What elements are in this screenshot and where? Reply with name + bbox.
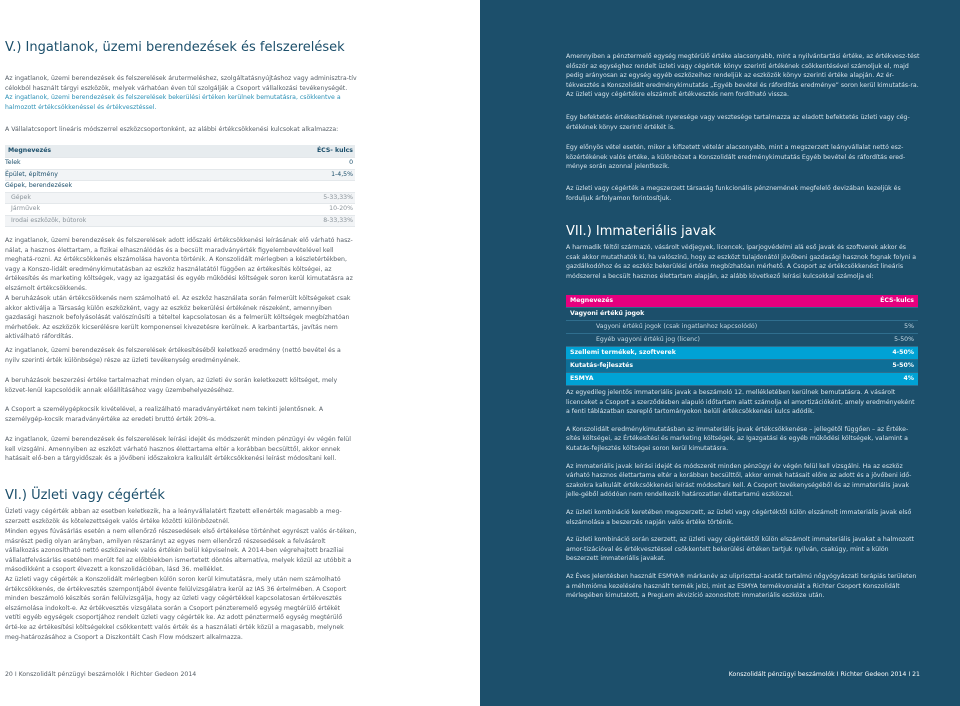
paragraph: Az ingatlanok, üzemi berendezések és felszerelések bekerülési értéken kerülnek bemutatásra, csökkentve a halmozott értékcsökkenéssel és értékvesztéssel. (5, 94, 341, 111)
row-value: 4-50% (892, 349, 914, 356)
section-heading: VII.) Immateriális javak (566, 224, 716, 239)
depreciation-table (5, 145, 355, 227)
row-label: Járművek (11, 205, 41, 212)
paragraph: Az egyedileg jelentős immateriális javak a beszámoló 12. mellékletében kerülnek bemutatásra. A vásárolt licenceket a Csoport a szerződésben alapuló időtartam alatt számolja el amortizációként, amely eredményeként a fenti táblázatban szereplő tartományokon belüli értékcsökkenési kulcs adódik. (566, 389, 915, 416)
row-value: 10-20% (329, 205, 353, 212)
paragraph: Amennyiben a pénztermelő egység megtérülő értéke alacsonyabb, mint a nyilvántartási értéke, az értékvesz-tést először az egységhez rendelt üzleti vagy cégérték könyv szerinti értékének csökkentésével számoljuk el, majd pedig arányosan az egység egyéb eszközeihez rendeljük az eszközök könyv szerinti értéke alapján. Az ér-tékvesztés a Konszolidált eredménykimutatás „Egyéb bevétel és ráfordítás eredménye” soron kerül kimutatás-ra. Az üzleti vagy cégértékre elszámolt értékvesztés nem fordítható vissza. (566, 53, 920, 99)
paragraph: Az Éves Jelentésben használt ESMYA® márkanév az ulipriszttal-acetát tartalmú nőgyógyászati terápiás területen a méhmióma kezelésére használt termék jelzi, mint az ESMYA termékvonalát a Richter Csoport Konszolidált mérlegében kimutatott, a PregLem akvizíció azonosított immateriális eszköze után. (566, 572, 917, 600)
row-label: Vagyoni értékű jogok (csak ingatlanhoz kapcsolódó) (596, 323, 758, 330)
paragraph: Az ingatlanok, üzemi berendezések és felszerelések értékesítéséből keletkező eredmény (nettó bevétel és a nyilv szerinti érték különbsége) része az üzleti tevékenység eredményének. (5, 347, 341, 364)
row-label: Telek (5, 159, 21, 166)
row-value: 4% (903, 375, 914, 382)
row-label: Épület, építmény (5, 170, 58, 178)
right-text-lower (566, 388, 920, 601)
paragraph: A Vállalatcsoport lineáris módszerrel eszközcsoportonként, az alábbi értékcsökkenési kulcsokat alkalmazza: (5, 126, 339, 133)
paragraph: Egy befektetés értékesítésének nyeresége vagy vesztesége tartalmazza az eladott befektetés üzleti vagy cég-értékének könyv szerinti értékét is. (566, 114, 910, 131)
paragraph: Az üzleti vagy cégérték a Konszolidált mérlegben külön soron kerül kimutatásra, mely után nem számolható értékcsökkenés, de értékvesztés szempontjából évente felülvizsgálatra kerül az IAS 36 értelmében. A Csoport minden beszámoló készítés során felülvizsgálja, hogy az üzleti vagy cégértékkel kapcsolatosan értékvesztés elszámolása indokolt-e. Az értékvesztés vizsgálata során a Csoport pénzteremelő egység megtérülő értékét vetíti egyéb egységek csoportjához rendelt üzleti vagy cégérték ke. Az adott pénztermelő egység megtérülő érté-ke az értékesítési költségekkel csökkentett valós érték és a használati érték közül a magasabb, melynek meg-határozásához a Csoport a Diszkontált Cash Flow módszert alkalmazza. (5, 576, 347, 641)
table-row (566, 308, 918, 321)
paragraph: Az ingatlanok, üzemi berendezések és felszerelések adott időszaki értékcsökkenési leírásának elő várható hasz-nálat, a hasznos élettartam, a fizikai elhasználódás és a becsült maradványérték figyelembevételével kell meghatá-rozni. Az értékcsökkenés elszámolása havonta történik. A Konszolidált mérlegben a készletértékben, vagy a Konszo-lidált eredménykimutatásban az eszköz használatától függően az értékesítés költségei, az értékesítés és marketing költségek, vagy az igazgatási és egyéb működési költségek soron kerül kimutatásra az elszámolt értékcsökkenés. (5, 237, 353, 292)
row-value: 5% (904, 323, 914, 330)
row-label: Gépek (11, 193, 31, 201)
row-label: Kutatás-fejlesztés (570, 362, 634, 369)
table-row (5, 170, 355, 182)
paragraph: Az immateriális javak leírási idejét és módszerét minden pénzügyi év végén felül kell vizsgálni. Ha az eszköz várható hasznos élettartama eltér a korábban becsülttől, akkor ennek hatásait előre az adott és a jövőbeni idő-szakokra kalkulált értékcsökkenési leírást módosítani kell. A Csoport tevékenységéből és az immateriális javak jelle-géből adódóan nem rendelkezik határozatlan élettartamú eszközzel. (566, 462, 912, 499)
page-footer: Konszolidált pénzügyi beszámolók I Richter Gedeon 2014 I 21 (728, 671, 920, 678)
row-value: 1-4,5% (331, 170, 353, 178)
table-row (5, 158, 355, 170)
paragraph: Az üzleti kombináció során szerzett, az üzleti vagy cégértéktől külön elszámolt immateriális javakat a halmozott amor-tizációval és értékvesztéssel csökkentett bekerülési értéken tartjuk nyilván, csakúgy, mint a külön beszerzett immateriális javakat. (566, 536, 914, 563)
row-label: Vagyoni értékű jogok (570, 310, 645, 317)
page-footer: 20 I Konszolidált pénzügyi beszámolók I Richter Gedeon 2014 (5, 671, 197, 678)
paragraph: Egy előnyös vétel esetén, mikor a kifizetett vételár alacsonyabb, mint a megszerzett leányvállalat nettó esz-közértékének valós értéke, a különbözet a Konszolidált eredménykimutatás Egyéb bevétel és ráfordítás ered-ménye során azonnal jelentkezik. (566, 144, 906, 171)
table-row (5, 216, 355, 228)
table-header-name: Megnevezés (570, 297, 614, 304)
table-row (566, 360, 918, 373)
row-label: Irodai eszközök, bútorok (11, 216, 87, 224)
paragraph: Az ingatlanok, üzemi berendezések és felszerelések árutermeléshez, szolgáltatásnyújtáshoz vagy adminisztra-tív célokból használt tárgyi eszközök, melyek várhatóan éven túl szolgálják a Csoport vállalkozási tevékenységét. (5, 75, 357, 92)
paragraph: A Csoport a személygépkocsik kivételével, a realizálható maradványértéket nem tekinti jelentősnek. A személygép-kocsik maradványértéke az eredeti bruttó érték 20%-a. (5, 406, 324, 423)
row-label: ESMYA (570, 375, 594, 382)
table-row (5, 193, 355, 205)
page-heading: V.) Ingatlanok, üzemi berendezések és felszerelések (5, 40, 345, 55)
table-header-value: ÉCS- kulcs (316, 147, 353, 154)
table-row (566, 347, 918, 360)
table-row (5, 204, 355, 216)
paragraph: A Konszolidált eredménykimutatásban az immateriális javak értékcsökkenése – jellegétől függően – az Értéke-sítés költségei, az Értékesítési és marketing költségek, az Igazgatási és egyéb működési költségek, valamint a Kutatás-fejlesztés költségei soron kerül kimutatásra. (566, 425, 909, 452)
amortization-table (566, 295, 918, 386)
table-header (566, 295, 918, 308)
paragraph: A beruházások beszerzési értéke tartalmazhat minden olyan, az üzleti év során keletkezett költséget, mely közvet-lenül kapcsolódik annak előállításához vagy üzembehelyezéséhez. (5, 377, 338, 394)
table-row (5, 181, 355, 193)
row-value: 8-33,33% (323, 216, 353, 224)
table-header-value: ÉCS-kulcs (880, 297, 914, 304)
row-label: Szellemi termékek, szoftverek (570, 349, 676, 356)
table-header-name: Megnevezés (8, 147, 52, 154)
paragraph: A harmadik féltől származó, vásárolt védjegyek, licencek, iparjogvédelmi alá eső javak és szoftverek akkor és csak akkor mutathatók ki, ha valószínű, hogy az eszközt tulajdonától jövőbeni gazdasági hasznok fognak folyni a gazdálkodóhoz és az eszköz bekerülési értéke megbízhatóan mérhető. A Csoport az értékcsökkenést lineáris módszerrel a becsült hasznos élettartam alapján, az alább következő leírási kulcsokkal számolja el: (566, 244, 917, 280)
paragraph: A beruházások után értékcsökkenés nem számolható el. Az eszköz használata során felmerült költségeket csak akkor aktiválja a Társaság külön eszközként, vagy az eszköz bekerülési értékének részeként, amennyiben gazdasági hasznok befolyásolását valószínűsíti a tételtel kapcsolatosan és a felmerült költségek megbízhatóan mérhetőek. Az eszközök kicserélésre került komponensei kivezetésre kerülnek. A karbantartás, javítás nem aktiválható ráfordítás. (5, 295, 351, 341)
paragraph: Az ingatlanok, üzemi berendezések és felszerelések leírási idejét és módszerét minden pénzügyi év végén felül kell vizsgálni. Amennyiben az eszközt várható hasznos élettartama eltér a korábban becsülttől, akkor ennek hatásait elő-ben a tárgyidőszak és a jövőbeni időszakokra kalkulált értékcsökkenési leírást módosítani kell. (5, 436, 351, 463)
section-heading: VI.) Üzleti vagy cégérték (5, 488, 165, 503)
row-label: Egyéb vagyoni értékű jog (licenc) (596, 336, 700, 343)
paragraph: Üzleti vagy cégérték abban az esetben keletkezik, ha a leányvállalatért fizetett ellenérték magasabb a meg-szerzett eszközök és kötelezettségek valós értéke közötti különbözetnél. (5, 508, 342, 525)
paragraph: Az üzleti vagy cégérték a megszerzett társaság funkcionális pénznemének megfelelő devizában kezeljük és forduljuk árfolyamon forintosítjuk. (566, 185, 901, 202)
row-value: 5-33,33% (323, 193, 353, 201)
table-row (566, 334, 918, 347)
row-value: 5-50% (894, 336, 914, 343)
table-header (5, 145, 355, 158)
row-label: Gépek, berendezések (5, 182, 73, 189)
row-value: 0 (349, 159, 353, 166)
table-row (566, 321, 918, 334)
paragraph: Az üzleti kombináció keretében megszerzett, az üzleti vagy cégértéktől külön elszámolt immateriális javak első elszámolása a beszerzés napján valós értéke történik. (566, 508, 912, 526)
paragraph: Minden egyes fúvásárlás esetén a nem ellenőrző részesedések első értékelése történhet egyrészt valós ér-téken, másrészt pedig olyan arányban, amilyen részarányt az egyes nem ellenőrző részesedések a felvásárolt vállalkozás azonosítható nettó eszközeinek valós értékén belül képviselnek. A 2014-ben végrehajtott brazíliai vállalatfelvásárlás esetében merült fel az előbbiekben ismertetett döntés alternatíva, melyek közül az utóbbit a másodikként a csoport élvezett a konszolidációban, lásd 36. melléklet. (5, 528, 357, 574)
intro-paragraph (5, 74, 357, 112)
table-row (566, 373, 918, 386)
row-value: 5-50% (892, 362, 914, 369)
